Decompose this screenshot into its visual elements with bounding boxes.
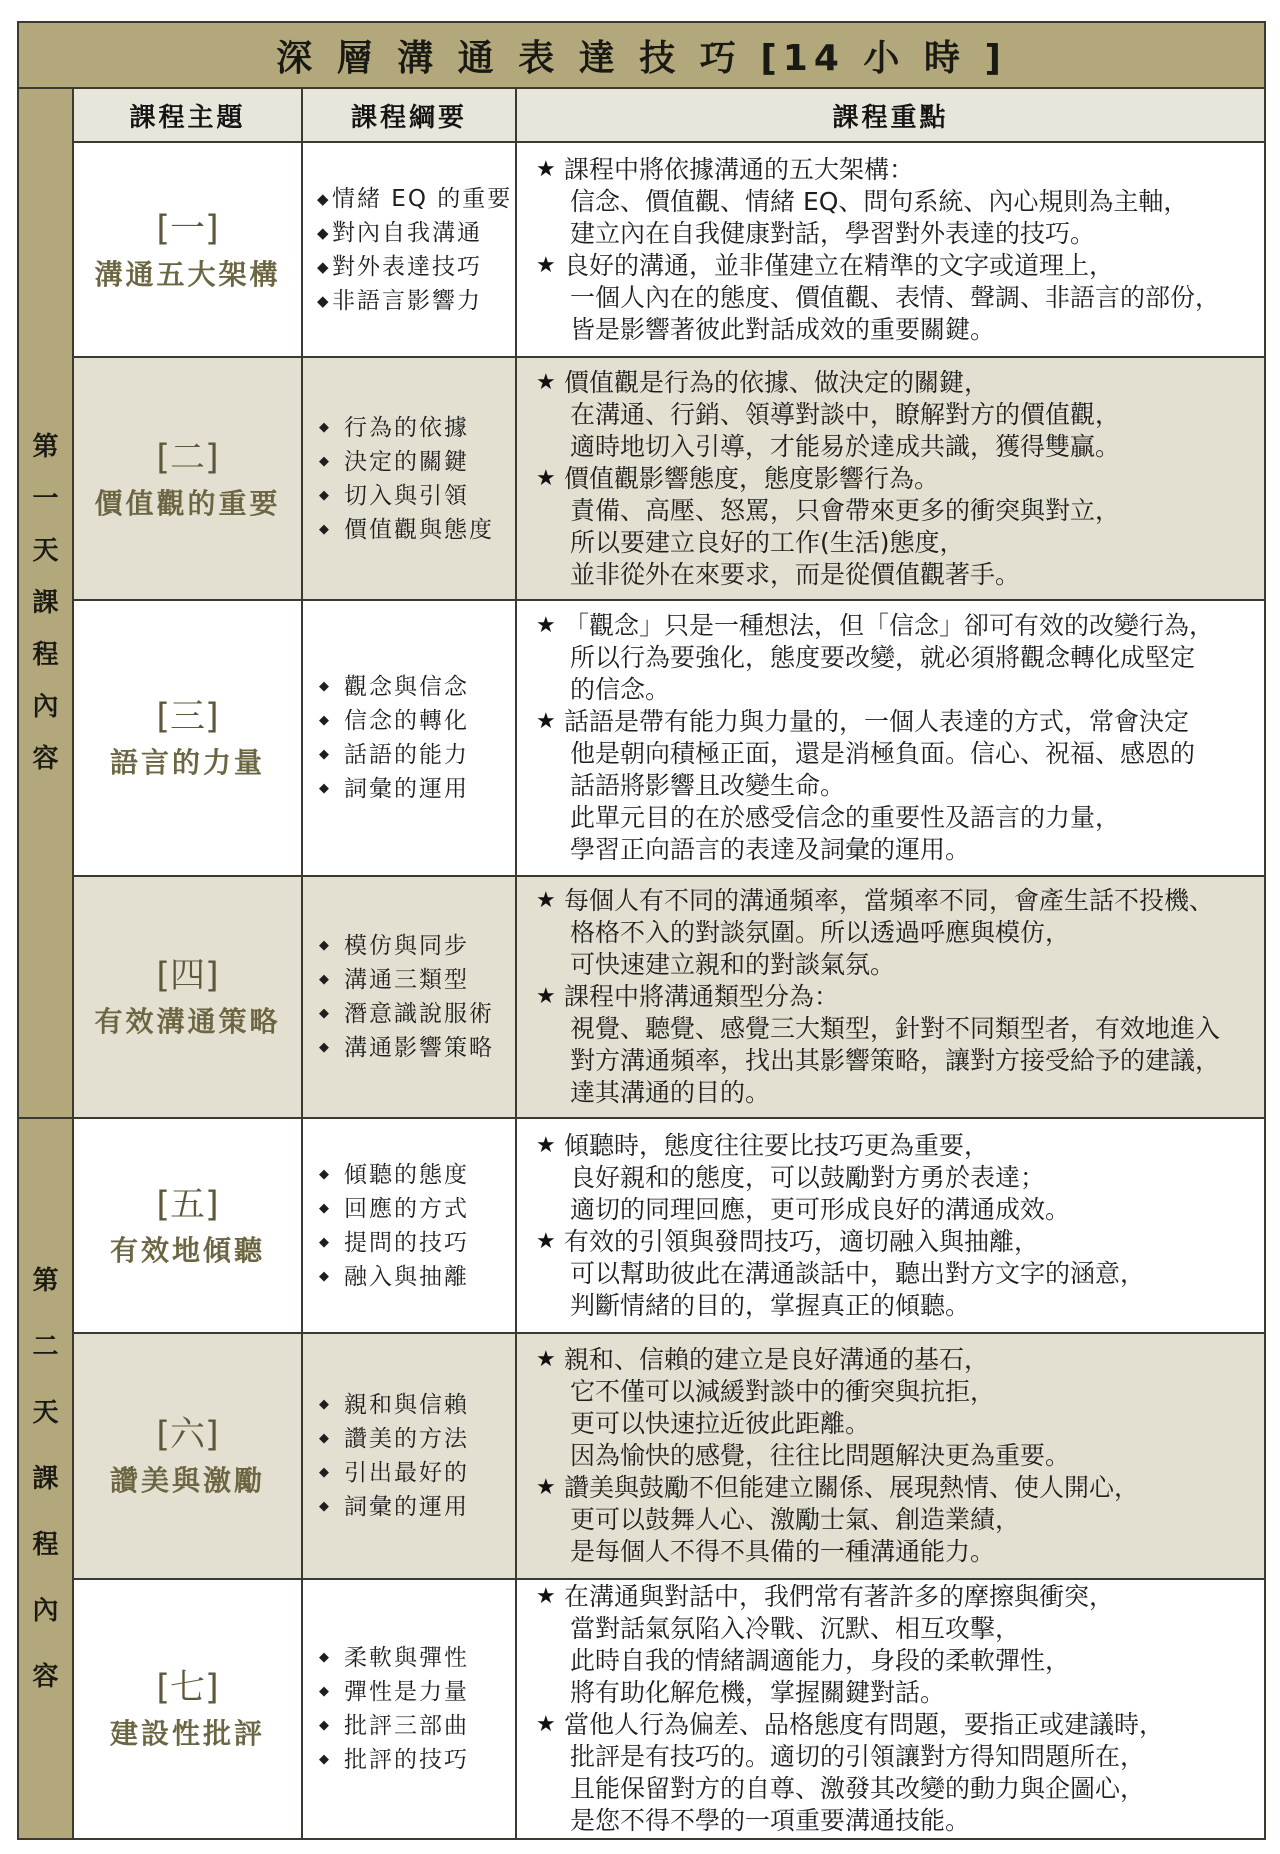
key-points-cell <box>517 601 1264 877</box>
key-point-line: 是每個人不得不具備的一種溝通能力。 <box>570 1537 996 1566</box>
outline-item <box>319 1031 515 1065</box>
outline-cell <box>303 358 517 601</box>
topic-number: [三] <box>156 697 219 737</box>
diamond-bullet-icon: ◆ <box>319 1684 329 1699</box>
outline-item <box>319 1675 515 1709</box>
topic-name: 溝通五大架構 <box>94 257 281 291</box>
diamond-bullet-icon: ◆ <box>319 453 329 469</box>
key-point-line: 所以要建立良好的工作(生活)態度， <box>570 527 965 557</box>
topic-name: 有效溝通策略 <box>94 1005 281 1038</box>
topic-number: [六] <box>156 1415 219 1455</box>
key-point-line: 判斷情緒的目的，掌握真正的傾聽。 <box>570 1290 971 1320</box>
key-point-line: 話語是帶有能力與力量的，一個人表達的方式，常會決定 <box>564 707 1190 736</box>
diamond-bullet-icon: ◆ <box>319 1234 329 1250</box>
key-points-cell <box>517 1580 1264 1838</box>
key-point-line: 它不僅可以減緩對談中的衝突與抗拒， <box>570 1377 996 1406</box>
key-point <box>536 981 1264 1109</box>
diamond-bullet-icon: ◆ <box>317 189 329 208</box>
outline-item <box>319 445 515 479</box>
key-points-cell <box>517 143 1264 358</box>
star-icon: ★ <box>536 1132 556 1158</box>
outline-item <box>319 1158 515 1192</box>
outline-item-text: 對外表達技巧 <box>332 253 482 280</box>
key-point-line: 的信念。 <box>570 675 671 704</box>
key-point-line: 每個人有不同的溝通頻率，當頻率不同，會產生話不投機、 <box>564 886 1215 915</box>
key-point-line: 親和、信賴的建立是良好溝通的基石， <box>564 1345 990 1374</box>
key-point-line: 格格不入的對談氛圍。所以透過呼應與模仿， <box>570 918 1071 947</box>
outline-item <box>319 1192 515 1226</box>
star-icon: ★ <box>536 1347 556 1372</box>
key-point-line: 良好的溝通，並非僅建立在精準的文字或道理上， <box>564 250 1115 280</box>
diamond-bullet-icon: ◆ <box>317 291 329 310</box>
star-icon: ★ <box>536 1228 556 1254</box>
key-point-line: 信念、價值觀、情緒 EQ、問句系統、內心規則為主軸， <box>570 186 1189 216</box>
outline-item-text: 柔軟與彈性 <box>344 1645 469 1671</box>
key-point-line: 對方溝通頻率，找出其影響策略，讓對方接受給予的建議， <box>570 1046 1221 1075</box>
outline-item-text: 融入與抽離 <box>344 1263 469 1290</box>
diamond-bullet-icon: ◆ <box>319 1718 329 1733</box>
key-point <box>536 154 1264 250</box>
outline-item-text: 觀念與信念 <box>344 674 469 700</box>
key-point-line: 批評是有技巧的。適切的引領讓對方得知問題所在， <box>570 1742 1146 1771</box>
key-point-line: 適時地切入引導，才能易於達成共識，獲得雙贏。 <box>570 431 1121 461</box>
topic-cell <box>74 1334 303 1580</box>
diamond-bullet-icon: ◆ <box>319 1040 329 1055</box>
key-point <box>536 1581 1264 1709</box>
outline-item <box>317 182 515 216</box>
star-icon: ★ <box>536 369 556 395</box>
key-point-line: 可以幫助彼此在溝通談話中，聽出對方文字的涵意， <box>570 1258 1146 1288</box>
page-title: 深 層 溝 通 表 達 技 巧 [14 小 時 ] <box>276 37 1007 79</box>
key-point-line: 當對話氣氛陷入冷戰、沉默、相互攻擊， <box>570 1614 1021 1643</box>
key-point-line: 且能保留對方的自尊、激發其改變的動力與企圖心， <box>570 1774 1146 1803</box>
diamond-bullet-icon: ◆ <box>319 713 329 728</box>
header-outline: 課程綱要 <box>303 89 517 143</box>
day-1-label-cell <box>19 89 74 1119</box>
topic-number: [七] <box>156 1668 219 1708</box>
outline-item <box>319 1422 515 1456</box>
key-point-line: 並非從外在來要求，而是從價值觀著手。 <box>570 559 1021 589</box>
topic-cell <box>74 358 303 601</box>
outline-item <box>319 772 515 806</box>
outline-item <box>319 1743 515 1777</box>
key-point-line: 在溝通、行銷、領導對談中，瞭解對方的價值觀， <box>570 399 1121 429</box>
outline-item <box>319 479 515 513</box>
star-icon: ★ <box>536 1712 556 1737</box>
key-point-line: 課程中將依據溝通的五大架構： <box>564 154 915 184</box>
key-point-line: 此時自我的情緒調適能力，身段的柔軟彈性， <box>570 1646 1071 1675</box>
diamond-bullet-icon: ◆ <box>319 1752 329 1767</box>
outline-item-text: 對內自我溝通 <box>332 219 482 246</box>
outline-item <box>319 738 515 772</box>
topic-number: [二] <box>156 437 219 478</box>
outline-item <box>319 929 515 963</box>
diamond-bullet-icon: ◆ <box>319 679 329 694</box>
key-point-line: 讚美與鼓勵不但能建立關係、展現熱情、使人開心， <box>564 1473 1140 1502</box>
diamond-bullet-icon: ◆ <box>319 938 329 953</box>
diamond-bullet-icon: ◆ <box>319 1166 329 1182</box>
outline-item-text: 批評的技巧 <box>344 1747 469 1773</box>
key-point-line: 更可以鼓舞人心、激勵士氣、創造業績， <box>570 1505 1021 1534</box>
outline-item <box>319 1456 515 1490</box>
key-point-line: 「觀念」只是一種想法，但「信念」卻可有效的改變行為， <box>564 611 1215 640</box>
key-points-cell <box>517 877 1264 1119</box>
key-point <box>536 1130 1264 1226</box>
key-point-line: 可快速建立親和的對談氣氛。 <box>570 950 896 979</box>
diamond-bullet-icon: ◆ <box>319 781 329 796</box>
outline-item <box>319 963 515 997</box>
outline-item <box>317 284 515 318</box>
outline-item-text: 詞彙的運用 <box>344 776 469 802</box>
key-point <box>536 367 1264 463</box>
outline-item-text: 彈性是力量 <box>344 1679 469 1705</box>
diamond-bullet-icon: ◆ <box>319 1006 329 1021</box>
outline-item <box>319 1260 515 1294</box>
key-point <box>536 1226 1264 1322</box>
diamond-bullet-icon: ◆ <box>319 1499 329 1514</box>
diamond-bullet-icon: ◆ <box>319 1268 329 1284</box>
key-point-line: 學習正向語言的表達及詞彙的運用。 <box>570 835 971 864</box>
key-point-line: 適切的同理回應，更可形成良好的溝通成效。 <box>570 1194 1071 1224</box>
outline-item <box>319 1490 515 1524</box>
key-point-line: 良好親和的態度，可以鼓勵對方勇於表達； <box>570 1162 1046 1192</box>
key-point-line: 當他人行為偏差、品格態度有問題，要指正或建議時， <box>564 1710 1165 1739</box>
key-point-line: 課程中將溝通類型分為： <box>564 982 840 1011</box>
day-2-label: 第二天課程內容 <box>32 1265 59 1692</box>
topic-number: [四] <box>156 956 219 996</box>
star-icon: ★ <box>536 888 556 913</box>
topic-name: 建設性批評 <box>109 1717 265 1750</box>
topic-cell <box>74 601 303 877</box>
topic-cell <box>74 1580 303 1838</box>
outline-item <box>319 1641 515 1675</box>
outline-item-text: 傾聽的態度 <box>344 1161 469 1188</box>
topic-name: 價值觀的重要 <box>94 486 281 520</box>
header-key-points: 課程重點 <box>517 89 1264 143</box>
outline-item-text: 讚美的方法 <box>344 1426 469 1452</box>
diamond-bullet-icon: ◆ <box>319 487 329 503</box>
outline-cell <box>303 143 517 358</box>
outline-item <box>319 411 515 445</box>
key-point-line: 一個人內在的態度、價值觀、表情、聲調、非語言的部份， <box>570 282 1221 312</box>
star-icon: ★ <box>536 1584 556 1609</box>
topic-cell <box>74 877 303 1119</box>
diamond-bullet-icon: ◆ <box>319 521 329 537</box>
outline-cell <box>303 877 517 1119</box>
key-points-cell <box>517 1119 1264 1334</box>
key-point-line: 價值觀影響態度，態度影響行為。 <box>564 463 940 493</box>
outline-item-text: 提問的技巧 <box>344 1229 469 1256</box>
header-topic: 課程主題 <box>74 89 303 143</box>
key-point <box>536 1344 1264 1472</box>
outline-item-text: 溝通三類型 <box>344 967 469 993</box>
diamond-bullet-icon: ◆ <box>319 1397 329 1412</box>
outline-item <box>317 216 515 250</box>
key-point-line: 將有助化解危機，掌握關鍵對話。 <box>570 1678 946 1707</box>
outline-item <box>319 1388 515 1422</box>
outline-item <box>319 997 515 1031</box>
outline-item-text: 溝通影響策略 <box>344 1035 494 1061</box>
key-point-line: 視覺、聽覺、感覺三大類型，針對不同類型者，有效地進入 <box>570 1014 1221 1043</box>
key-point-line: 此單元目的在於感受信念的重要性及語言的力量， <box>570 803 1121 832</box>
day-1-label: 第一天課程內容 <box>32 432 59 774</box>
course-syllabus-table <box>17 21 1266 1840</box>
key-point-line: 話語將影響且改變生命。 <box>570 771 846 800</box>
topic-name: 有效地傾聽 <box>109 1233 265 1267</box>
outline-item <box>319 704 515 738</box>
diamond-bullet-icon: ◆ <box>319 1650 329 1665</box>
key-point-line: 在溝通與對話中，我們常有著許多的摩擦與衝突， <box>564 1582 1115 1611</box>
outline-cell <box>303 601 517 877</box>
topic-name: 讚美與激勵 <box>109 1464 265 1497</box>
star-icon: ★ <box>536 465 556 491</box>
key-point-line: 價值觀是行為的依據、做決定的關鍵， <box>564 367 990 397</box>
outline-item-text: 批評三部曲 <box>344 1713 469 1739</box>
topic-cell <box>74 143 303 358</box>
star-icon: ★ <box>536 984 556 1009</box>
key-point-line: 因為愉快的感覺，往往比問題解決更為重要。 <box>570 1441 1071 1470</box>
outline-item <box>319 1709 515 1743</box>
star-icon: ★ <box>536 709 556 734</box>
outline-item-text: 價值觀與態度 <box>344 516 494 543</box>
diamond-bullet-icon: ◆ <box>317 223 329 242</box>
topic-name: 語言的力量 <box>109 746 265 779</box>
outline-item-text: 切入與引領 <box>344 482 469 509</box>
diamond-bullet-icon: ◆ <box>319 1465 329 1480</box>
key-point-line: 達其溝通的目的。 <box>570 1078 771 1107</box>
key-point-line: 責備、高壓、怒罵，只會帶來更多的衝突與對立， <box>570 495 1121 525</box>
topic-cell <box>74 1119 303 1334</box>
key-point <box>536 463 1264 591</box>
outline-item-text: 詞彙的運用 <box>344 1494 469 1520</box>
topic-number: [五] <box>156 1184 219 1225</box>
syllabus-grid <box>19 89 1264 1838</box>
key-point <box>536 1472 1264 1568</box>
diamond-bullet-icon: ◆ <box>319 972 329 987</box>
key-point <box>536 1709 1264 1837</box>
diamond-bullet-icon: ◆ <box>319 747 329 762</box>
key-point-line: 所以行為要強化，態度要改變，就必須將觀念轉化成堅定 <box>570 643 1196 672</box>
outline-item-text: 行為的依據 <box>344 414 469 441</box>
topic-number: [一] <box>156 208 219 249</box>
key-points-cell <box>517 1334 1264 1580</box>
star-icon: ★ <box>536 252 556 278</box>
outline-item-text: 話語的能力 <box>344 742 469 768</box>
outline-item-text: 情緒 EQ 的重要 <box>332 185 513 212</box>
diamond-bullet-icon: ◆ <box>319 1431 329 1446</box>
star-icon: ★ <box>536 613 556 638</box>
title-bar <box>19 23 1264 89</box>
outline-cell <box>303 1334 517 1580</box>
key-point <box>536 610 1264 706</box>
key-point <box>536 885 1264 981</box>
key-point-line: 他是朝向積極正面，還是消極負面。信心、祝福、感恩的 <box>570 739 1196 768</box>
key-point-line: 建立內在自我健康對話，學習對外表達的技巧。 <box>570 218 1096 248</box>
key-point-line: 傾聽時，態度往往要比技巧更為重要， <box>564 1130 990 1160</box>
outline-item <box>319 513 515 547</box>
outline-item-text: 非語言影響力 <box>332 287 482 314</box>
outline-item <box>317 250 515 284</box>
key-point-line: 更可以快速拉近彼此距離。 <box>570 1409 871 1438</box>
outline-cell <box>303 1580 517 1838</box>
key-point-line: 是您不得不學的一項重要溝通技能。 <box>570 1806 971 1835</box>
outline-item-text: 引出最好的 <box>344 1460 469 1486</box>
day-2-label-cell <box>19 1119 74 1838</box>
outline-cell <box>303 1119 517 1334</box>
outline-item-text: 回應的方式 <box>344 1195 469 1222</box>
outline-item-text: 潛意識說服術 <box>344 1001 494 1027</box>
outline-item-text: 信念的轉化 <box>344 708 469 734</box>
key-point <box>536 706 1264 866</box>
outline-item <box>319 1226 515 1260</box>
key-point <box>536 250 1264 346</box>
key-points-cell <box>517 358 1264 601</box>
diamond-bullet-icon: ◆ <box>319 1200 329 1216</box>
diamond-bullet-icon: ◆ <box>317 257 329 276</box>
outline-item <box>319 670 515 704</box>
key-point-line: 有效的引領與發問技巧，適切融入與抽離， <box>564 1226 1040 1256</box>
key-point-line: 皆是影響著彼此對話成效的重要關鍵。 <box>570 314 996 344</box>
star-icon: ★ <box>536 1475 556 1500</box>
outline-item-text: 模仿與同步 <box>344 933 469 959</box>
outline-item-text: 決定的關鍵 <box>344 448 469 475</box>
star-icon: ★ <box>536 156 556 182</box>
diamond-bullet-icon: ◆ <box>319 419 329 435</box>
outline-item-text: 親和與信賴 <box>344 1392 469 1418</box>
